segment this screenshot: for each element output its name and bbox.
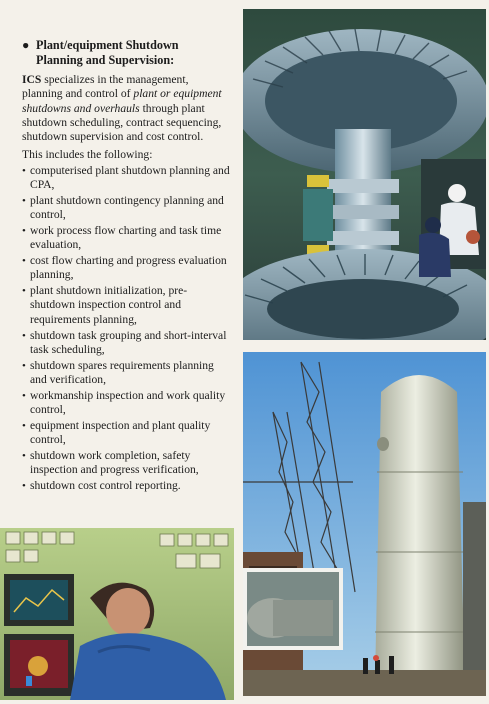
heading-text xyxy=(36,38,179,68)
list-item: • shutdown task grouping and short-interval task scheduling, xyxy=(22,329,230,358)
turbine-photo xyxy=(243,9,486,340)
heading-line-2: Planning and Supervision: xyxy=(36,53,175,67)
refinery-illustration xyxy=(243,352,486,696)
intro-paragraph xyxy=(22,73,230,144)
list-item: • shutdown spares requirements planning and verification, xyxy=(22,359,230,388)
list-item: • shutdown cost control reporting. xyxy=(22,479,230,493)
list-item: • cost flow charting and progress evaluation planning, xyxy=(22,254,230,283)
list-lead: This includes the following: xyxy=(22,148,153,162)
list-item: • plant shutdown contingency planning and control, xyxy=(22,194,230,223)
list-item: • plant shutdown initialization, pre-shutdown inspection control and requirements planning, xyxy=(22,284,230,327)
turbine-illustration xyxy=(243,9,486,340)
operator-photo xyxy=(0,528,234,700)
list-item: • equipment inspection and plant quality control, xyxy=(22,419,230,448)
service-list xyxy=(22,164,230,494)
section-heading xyxy=(22,38,230,68)
control-room-illustration xyxy=(0,528,234,700)
intro-text-2: through plant shutdown scheduling, contract sequencing, shutdown supervision and cost control. xyxy=(22,101,222,144)
company-name: ICS xyxy=(22,73,42,86)
list-item: • computerised plant shutdown planning and CPA, xyxy=(22,164,230,193)
intro-text-1: specializes in the management, planning and control of xyxy=(22,73,189,101)
text-column xyxy=(22,38,230,495)
refinery-photo xyxy=(243,352,486,696)
list-item: • work process flow charting and task time evaluation, xyxy=(22,224,230,253)
intro-italic: plant or equipment shutdowns and overhauls xyxy=(22,87,222,115)
heading-line-1: Plant/equipment Shutdown xyxy=(36,38,179,52)
heading-bullet-icon: ● xyxy=(22,38,30,52)
list-item: • shutdown work completion, safety inspection and progress verification, xyxy=(22,449,230,478)
list-item: • workmanship inspection and work quality control, xyxy=(22,389,230,418)
